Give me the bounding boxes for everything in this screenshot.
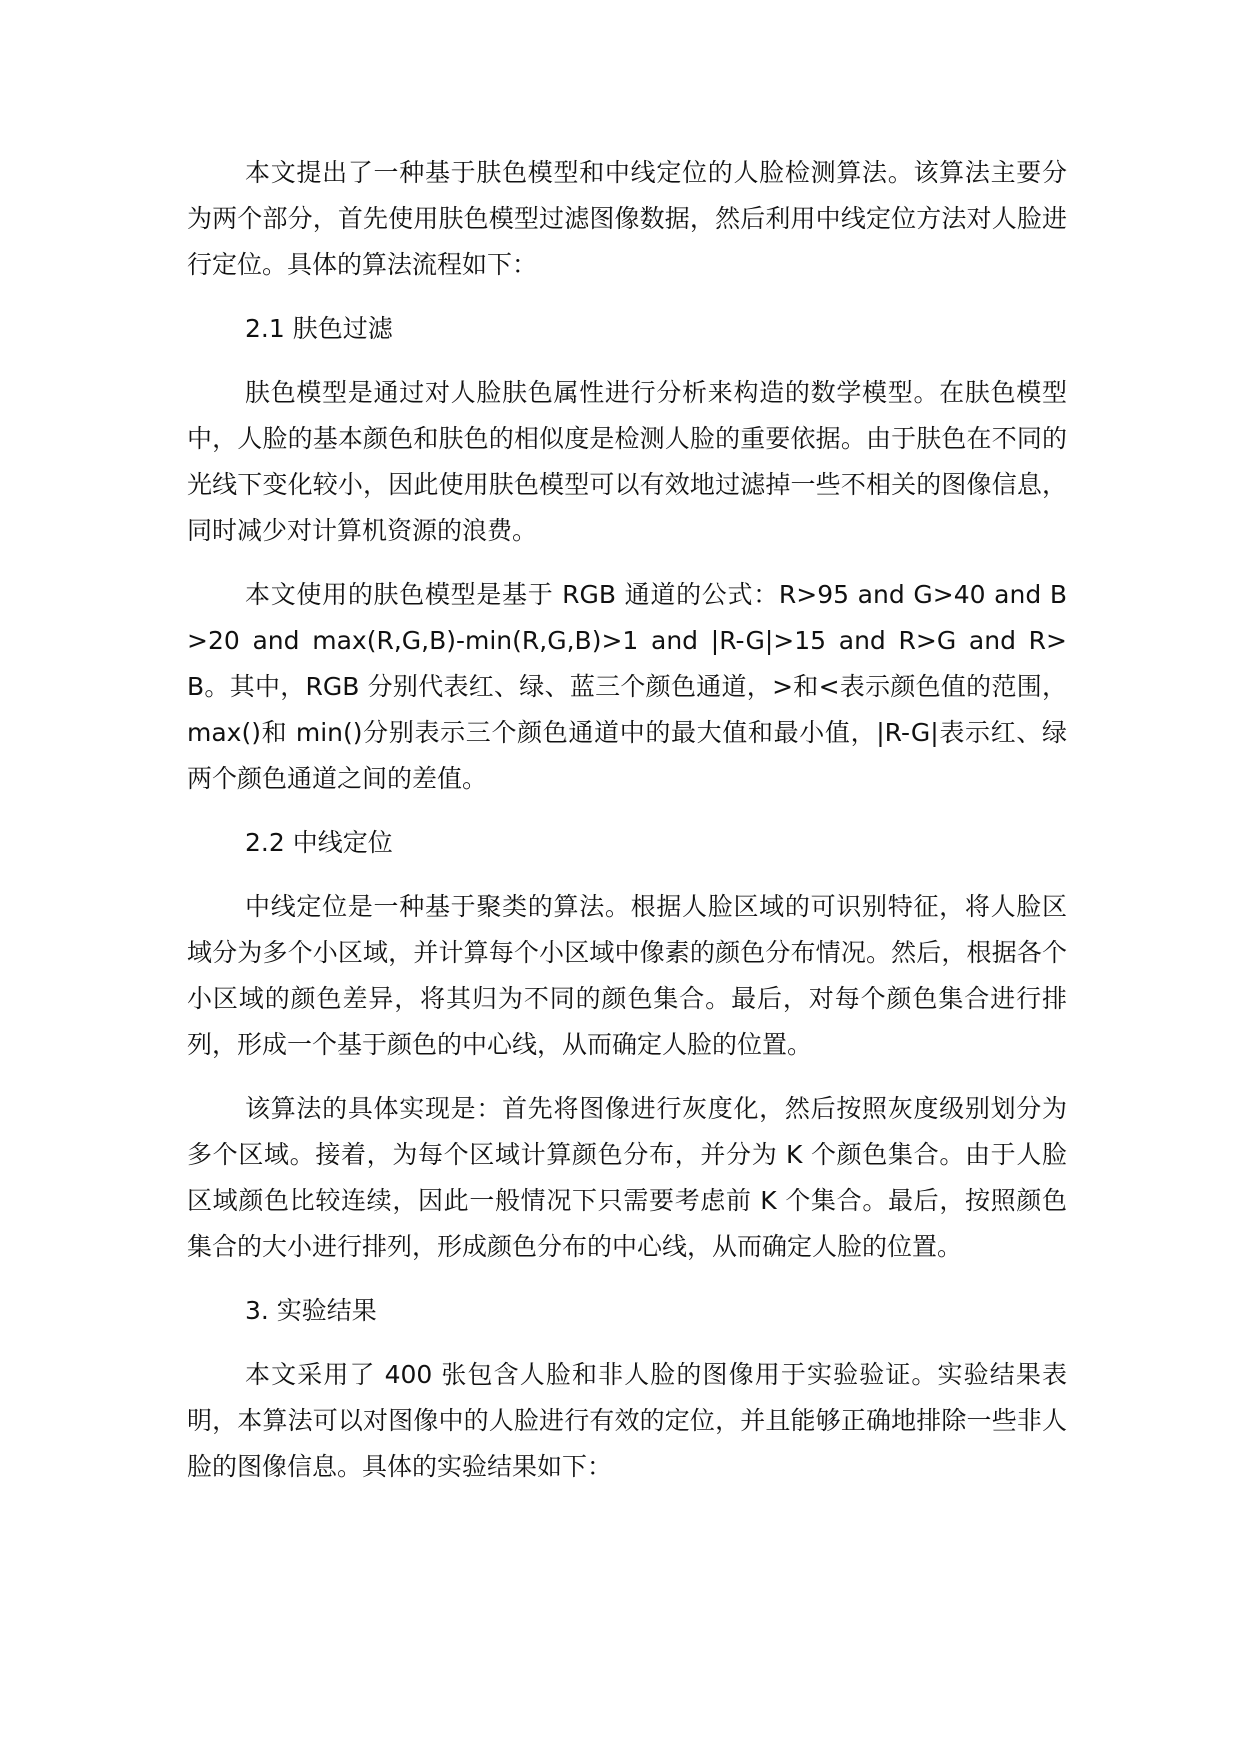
implementation-paragraph: 该算法的具体实现是：首先将图像进行灰度化，然后按照灰度级别划分为多个区域。接着，为每个区域计算颜色分布，并分为 K 个颜色集合。由于人脸区域颜色比较连续，因此一般情况下只需要考虑前 K 个集合。最后，按照颜色集合的大小进行排列，形成颜色分布的中心线，从而确定人脸的位置。 [187, 1094, 1067, 1261]
section-2-2-heading: 2.2 中线定位 [245, 828, 393, 857]
section-2-1-heading: 2.1 肤色过滤 [245, 314, 393, 343]
document-page [187, 150, 1067, 1508]
midline-paragraph: 中线定位是一种基于聚类的算法。根据人脸区域的可识别特征，将人脸区域分为多个小区域，并计算每个小区域中像素的颜色分布情况。然后，根据各个小区域的颜色差异，将其归为不同的颜色集合。最后，对每个颜色集合进行排列，形成一个基于颜色的中心线，从而确定人脸的位置。 [187, 892, 1067, 1059]
skin-model-paragraph: 肤色模型是通过对人脸肤色属性进行分析来构造的数学模型。在肤色模型中，人脸的基本颜色和肤色的相似度是检测人脸的重要依据。由于肤色在不同的光线下变化较小，因此使用肤色模型可以有效地过滤掉一些不相关的图像信息，同时减少对计算机资源的浪费。 [187, 378, 1067, 545]
section-3-heading: 3. 实验结果 [245, 1296, 377, 1325]
rgb-formula-paragraph: 本文使用的肤色模型是基于 RGB 通道的公式：R>95 and G>40 and B>20 and max(R,G,B)-min(R,G,B)>1 and |R-G|>15 and R>G and R>B。其中，RGB 分别代表红、绿、蓝三个颜色通道，>和<表示颜色值的范围，max()和 min()分别表示三个颜色通道中的最大值和最小值，|R-G|表示红、绿两个颜色通道之间的差值。 [187, 580, 1067, 793]
intro-paragraph: 本文提出了一种基于肤色模型和中线定位的人脸检测算法。该算法主要分为两个部分，首先使用肤色模型过滤图像数据，然后利用中线定位方法对人脸进行定位。具体的算法流程如下： [187, 158, 1067, 279]
results-paragraph: 本文采用了 400 张包含人脸和非人脸的图像用于实验验证。实验结果表明，本算法可以对图像中的人脸进行有效的定位，并且能够正确地排除一些非人脸的图像信息。具体的实验结果如下： [187, 1360, 1067, 1481]
